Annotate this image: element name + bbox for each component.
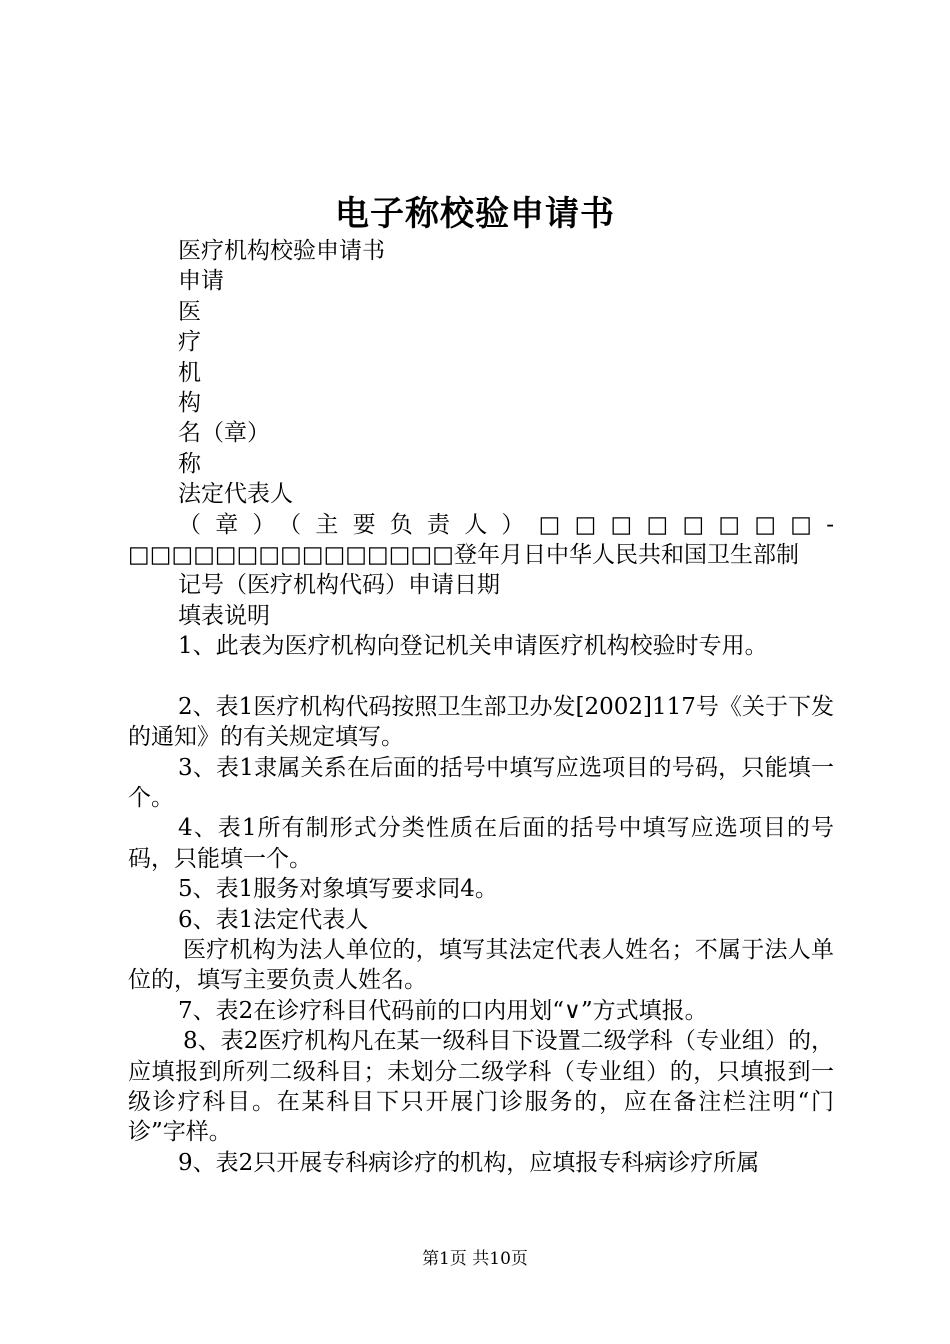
text-line: 构 (178, 390, 201, 417)
document-body (128, 236, 834, 1178)
text-paragraph: （章）（主要负责人）□□□□□□□□-□□□□□□□□□□□□□□□登年月日中华人民共和国卫生部制 (128, 511, 834, 569)
text-line: 记号（医疗机构代码）申请日期 (178, 572, 500, 599)
text-paragraph: 8、表2医疗机构凡在某一级科目下设置二级学科（专业组）的，应填报到所列二级科目；未划分二级学科（专业组）的，只填报到一级诊疗科目。在某科目下只开展门诊服务的，应在备注栏注明“门诊”字样。 (128, 1028, 834, 1146)
page-footer: 第1页 共10页 (422, 1249, 528, 1269)
text-line: 医 (178, 298, 201, 325)
text-line: 7、表2在诊疗科目代码前的口内用划“∨”方式填报。 (178, 997, 708, 1024)
text-line: 名（章） (178, 420, 270, 447)
text-line: 1、此表为医疗机构向登记机关申请医疗机构校验时专用。 (178, 633, 768, 660)
text-line: 9、表2只开展专科病诊疗的机构，应填报专科病诊疗所属 (178, 1149, 760, 1176)
text-line: 疗 (178, 329, 201, 356)
document-title: 电子称校验申请书 (335, 194, 615, 234)
text-line: 申请 (178, 268, 224, 295)
text-line: 填表说明 (178, 602, 270, 629)
text-line: 6、表1法定代表人 (178, 906, 369, 933)
text-line: 机 (178, 359, 201, 386)
text-paragraph: 3、表1隶属关系在后面的括号中填写应选项目的号码，只能填一个。 (128, 754, 834, 811)
blank-line (128, 662, 834, 692)
text-paragraph: 2、表1医疗机构代码按照卫生部卫办发[2002]117号《关于下发的通知》的有关规定填写。 (128, 693, 834, 751)
text-paragraph: 医疗机构为法人单位的，填写其法定代表人姓名；不属于法人单位的，填写主要负责人姓名。 (128, 936, 834, 994)
text-line: 5、表1服务对象填写要求同4。 (178, 876, 498, 903)
text-paragraph: 4、表1所有制形式分类性质在后面的括号中填写应选项目的号码，只能填一个。 (128, 815, 834, 872)
text-line: 称 (178, 450, 201, 477)
text-line: 医疗机构校验申请书 (178, 238, 385, 264)
text-line: 法定代表人 (178, 481, 293, 508)
